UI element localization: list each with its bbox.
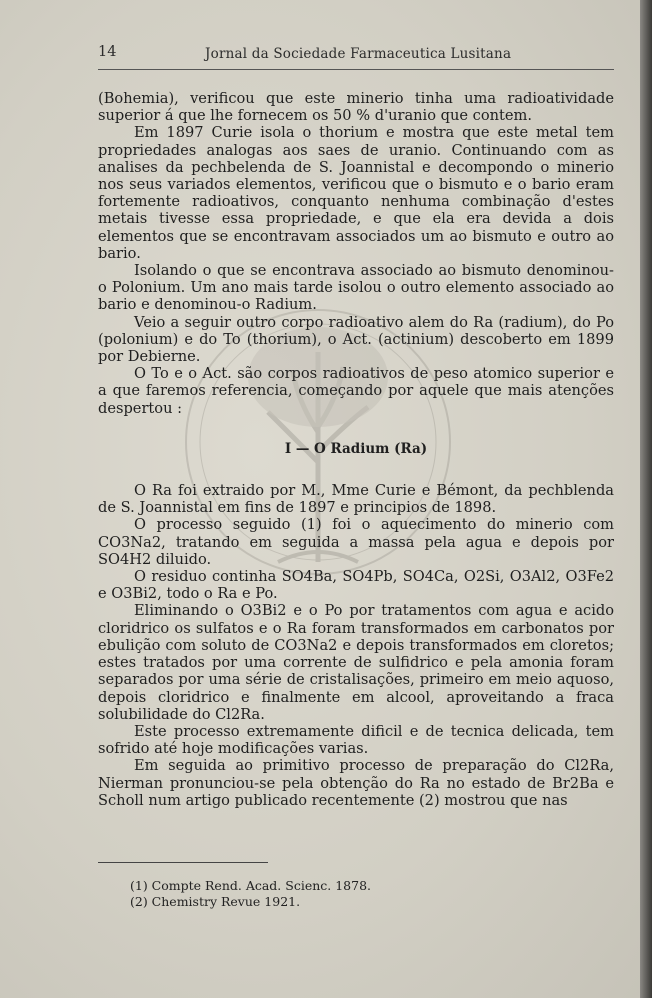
paragraph: Eliminando o O3Bi2 e o Po por tratamentos com agua e acido cloridrico os sulfatos e o Ra foram transformados em carbonatos por ebulição com soluto de CO3Na2 e depois transformados em cloretos; estes tratados por uma corrente de sulfidrico e pela amonia foram separados por uma série de cristalisações, primeiro em meio aquoso, depois cloridrico e finalmente em alcool, aproveitando a fraca solubilidade do Cl2Ra. — [98, 602, 614, 723]
paragraph: Veio a seguir outro corpo radioativo alem do Ra (radium), do Po (polonium) e do To (thorium), o Act. (actinium) descoberto em 1899 por Debierne. — [98, 313, 614, 366]
paragraph: Este processo extremamente dificil e de tecnica delicada, tem sofrido até hoje modificações varias. — [98, 722, 614, 758]
section-title: I — O Radium (Ra) — [284, 440, 428, 457]
paragraph: Em seguida ao primitivo processo de preparação do Cl2Ra, Nierman pronunciou-se pela obtenção do Ra no estado de Br2Ba e Scholl num artigo publicado recentemente (2) mostrou que nas — [98, 757, 614, 809]
page-number: 14 — [98, 44, 117, 60]
running-title: Jornal da Sociedade Farmaceutica Lusitana — [205, 46, 512, 62]
footnote: (2) Chemistry Revue 1921. — [130, 893, 301, 909]
paragraph: (Bohemia), verificou que este minerio tinha uma radioatividade superior á que lhe fornecem os 50 % d'uranio que contem. — [98, 90, 614, 125]
paragraph: Em 1897 Curie isola o thorium e mostra que este metal tem propriedades analogas aos saes de uranio. Continuando com as analises da pechbelenda de S. Joannistal e decompondo o minerio nos seus variados elementos, verificou que o bismuto e o bario eram fortemente radioativos, conquanto nenhuma combinação d'estes metais tivesse essa propriedade, e que ela era devida a dois elementos que se encontravam associados um ao bismuto e outro ao bario. — [98, 124, 614, 262]
book-gutter — [640, 0, 652, 998]
paragraph: O residuo continha SO4Ba, SO4Pb, SO4Ca, O2Si, O3Al2, O3Fe2 e O3Bi2, todo o Ra e Po. — [98, 568, 614, 603]
paragraph: O processo seguido (1) foi o aquecimento do minerio com CO3Na2, tratando em seguida a massa pela agua e depois por SO4H2 diluido. — [98, 516, 614, 568]
paragraph: O Ra foi extraido por M., Mme Curie e Bémont, da pechblenda de S. Joannistal em fins de 1897 e principios de 1898. — [98, 482, 614, 517]
paragraph: O To e o Act. são corpos radioativos de peso atomico superior e a que faremos referencia, começando por aquele que mais atenções despertou : — [98, 365, 614, 417]
footnote: (1) Compte Rend. Acad. Scienc. 1878. — [130, 878, 371, 893]
header-rule — [98, 69, 614, 70]
article-body — [98, 90, 614, 809]
paragraph: Isolando o que se encontrava associado ao bismuto denominou-o Polonium. Um ano mais tarde isolou o outro elemento associado ao bario e denominou-o Radium. — [98, 262, 614, 314]
footnotes — [130, 878, 371, 909]
footnote-rule — [98, 862, 268, 863]
